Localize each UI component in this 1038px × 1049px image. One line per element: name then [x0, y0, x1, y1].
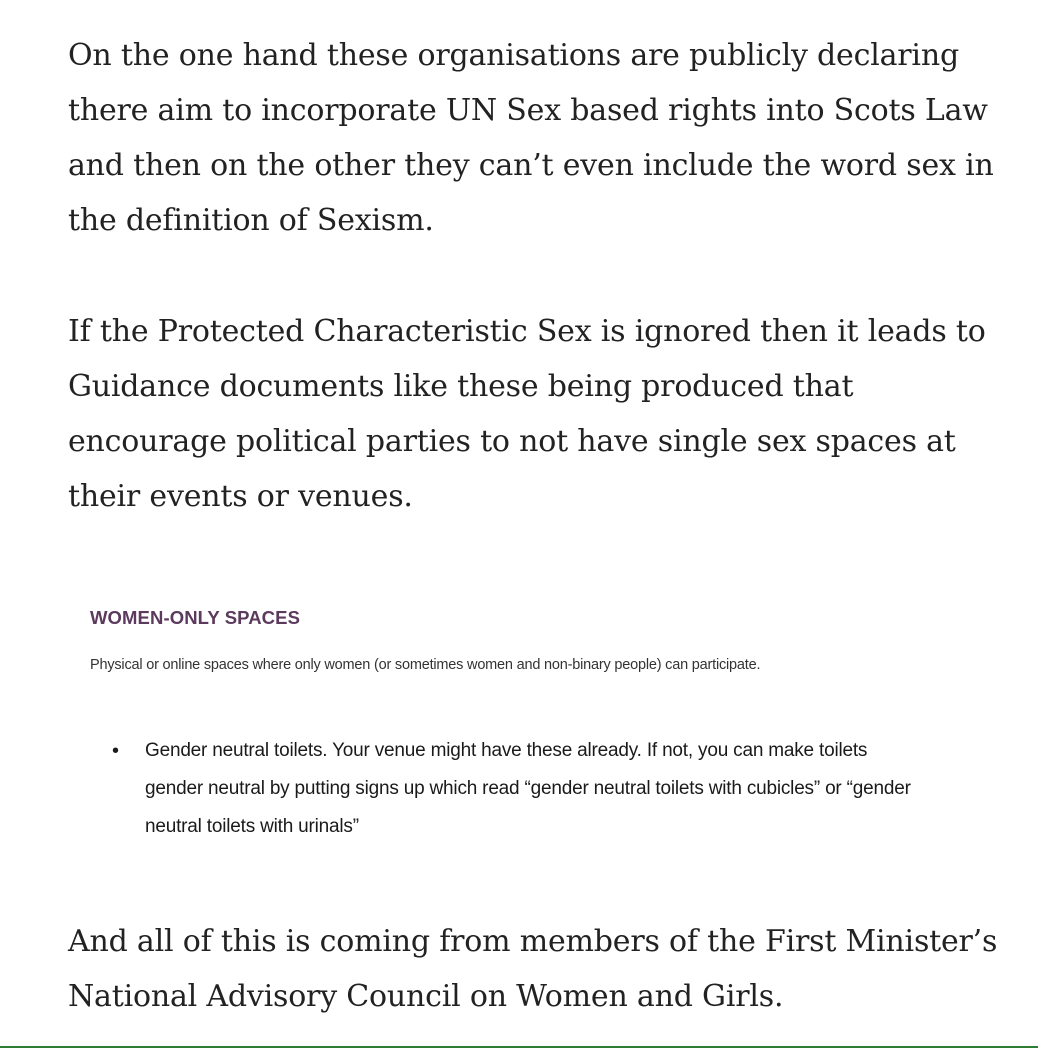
excerpt-heading: WOMEN-ONLY SPACES	[90, 607, 301, 628]
paragraph-2: If the Protected Characteristic Sex is ignored then it leads to Guidance documents like these being produced that encourage political parties to not have single sex spaces at their events or venues.	[68, 314, 986, 514]
paragraph-3: And all of this is coming from members of the First Minister’s National Advisory Council on Women and Girls.	[68, 924, 998, 1014]
guidance-excerpt-image	[68, 590, 1038, 890]
bullet-item-text: Gender neutral toilets. Your venue might have these already. If not, you can make toilets gender neutral by putting signs up which read “gender neutral toilets with cubicles” or “gender neutral toilets with urinals”	[145, 740, 911, 837]
excerpt-definition: Physical or online spaces where only women (or sometimes women and non-binary people) can participate.	[90, 657, 761, 673]
paragraph-1: On the one hand these organisations are publicly declaring there aim to incorporate UN Sex based rights into Scots Law and then on the other they can’t even include the word sex in the definition of Sexism.	[68, 38, 994, 238]
bullet-icon: •	[112, 740, 119, 762]
bottom-divider	[0, 1046, 1038, 1048]
